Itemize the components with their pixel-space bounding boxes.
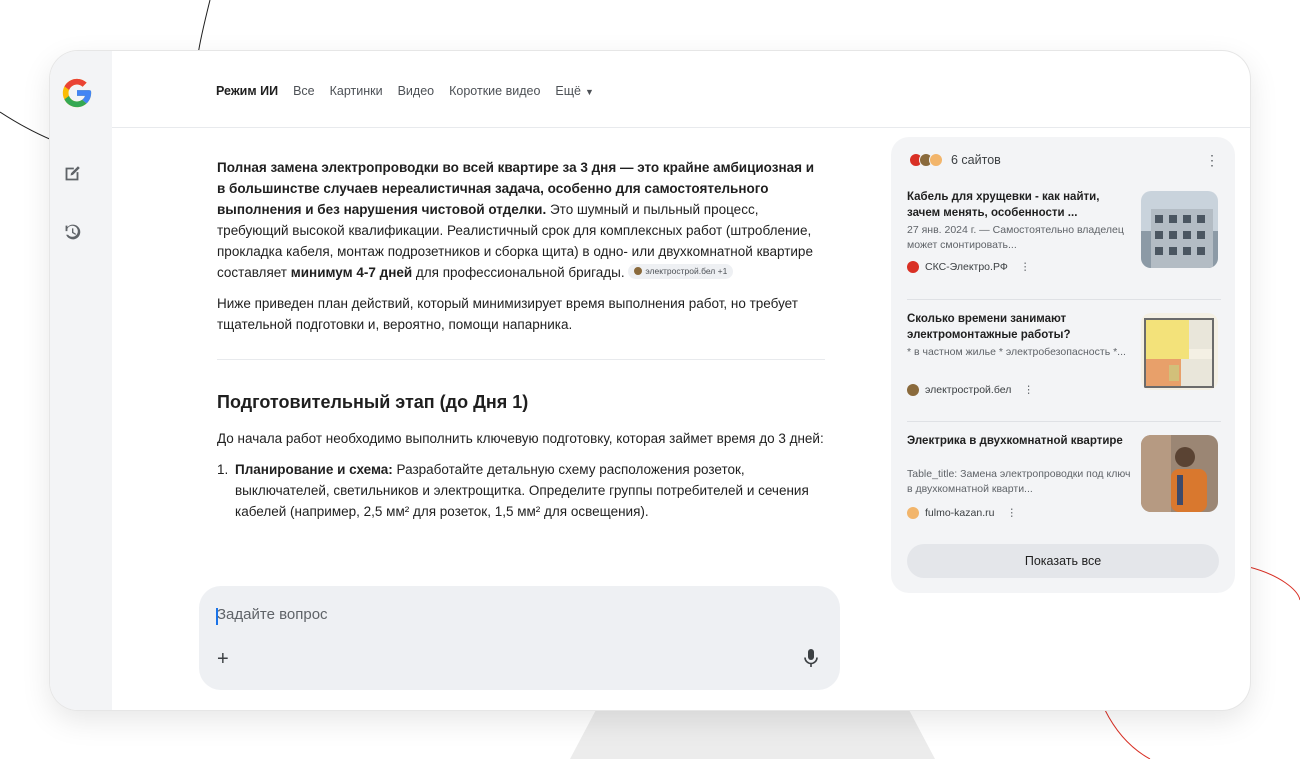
- answer-prep-paragraph: До начала работ необходимо выполнить ключевую подготовку, которая займет время до 3 дней:: [217, 431, 824, 446]
- ai-answer: [217, 157, 825, 522]
- list-item-body: [235, 459, 825, 522]
- source-favicon-icon: [634, 267, 642, 275]
- source-card-snippet: Table_title: Замена электропроводки под ключ в двухкомнатной кварти...: [907, 468, 1131, 495]
- floor-plan-image: [1141, 313, 1218, 390]
- section-heading: Подготовительный этап (до Дня 1): [217, 392, 529, 412]
- source-card-site: [907, 507, 1017, 519]
- text-cursor: [216, 608, 218, 625]
- microphone-icon[interactable]: [802, 648, 820, 670]
- source-card-thumbnail[interactable]: [1141, 191, 1218, 268]
- steps-list: [217, 459, 825, 522]
- more-options-icon[interactable]: ⋮: [1006, 507, 1017, 519]
- intro-text: Это шумный и пыльный процесс, требующий высокой квалификации. Реалистичный срок для комплексных работ (штробление, прокладка кабеля, монтаж подрозетников и сборка щита) в одно- или двухкомнатной квартире составляет: [217, 202, 813, 280]
- source-card-site-name: СКС-Электро.РФ: [925, 261, 1008, 273]
- intro-bold: Полная замена электропроводки во всей квартире за 3 дня — это крайне амбициозная и в большинстве случаев нереалистичная задача, особенно для самостоятельного выполнения и без нарушения чистовой отделки.: [217, 160, 815, 217]
- source-card-site: [907, 261, 1030, 273]
- edit-icon[interactable]: [61, 163, 83, 185]
- tab-short-videos[interactable]: Короткие видео: [449, 84, 541, 98]
- site-favicon-icon: [907, 384, 919, 396]
- ask-input[interactable]: [217, 606, 777, 623]
- sources-count: 6 сайтов: [951, 153, 1001, 167]
- tab-all[interactable]: Все: [293, 84, 315, 98]
- tab-images[interactable]: Картинки: [329, 84, 383, 98]
- site-favicon-icon: [907, 507, 919, 519]
- electrician-image: [1141, 435, 1218, 512]
- ask-box: [199, 586, 840, 690]
- intro-text-end: для профессиональной бригады.: [412, 265, 629, 280]
- citation-chip[interactable]: [628, 264, 733, 279]
- list-item-text: Разработайте детальную схему расположения розеток, выключателей, светильников и электрощитка. Определите группы потребителей и сечения кабелей (например, 2,5 мм² для розеток, 1,5 мм² для освещения).: [235, 462, 809, 519]
- browser-window: [50, 51, 1250, 710]
- sources-panel: [891, 137, 1235, 593]
- section-divider: [217, 359, 825, 360]
- citation-label: электрострой.бел +1: [645, 265, 728, 276]
- source-card-thumbnail[interactable]: [1141, 313, 1218, 390]
- source-card-title[interactable]: Сколько времени занимают электромонтажные работы?: [907, 313, 1071, 341]
- history-icon[interactable]: [61, 221, 83, 243]
- more-options-icon[interactable]: ⋮: [1205, 152, 1219, 168]
- show-all-button[interactable]: Показать все: [907, 544, 1219, 578]
- card-divider: [907, 421, 1221, 422]
- sources-header: [909, 153, 1001, 167]
- source-card-site-name: fulmo-kazan.ru: [925, 507, 995, 519]
- building-image: [1141, 191, 1218, 268]
- intro-bold-duration: минимум 4-7 дней: [290, 265, 413, 280]
- search-tabs: [216, 84, 609, 98]
- answer-plan-paragraph: Ниже приведен план действий, который минимизирует время выполнения работ, но требует тщательной подготовки и, вероятно, помощи напарника.: [217, 296, 798, 332]
- list-item-number: 1.: [217, 462, 229, 477]
- list-item: [217, 459, 825, 522]
- tab-ai-mode[interactable]: Режим ИИ: [216, 84, 279, 98]
- more-options-icon[interactable]: ⋮: [1019, 261, 1031, 273]
- source-card-site-name: электрострой.бел: [925, 384, 1012, 396]
- source-card[interactable]: [907, 189, 1221, 289]
- list-item-bold: Планирование и схема:: [235, 462, 393, 477]
- more-options-icon[interactable]: ⋮: [1023, 384, 1034, 396]
- chevron-down-icon: ▼: [585, 87, 594, 97]
- plus-icon[interactable]: +: [217, 648, 229, 670]
- source-card-snippet: 27 янв. 2024 г. — Самостоятельно владелец может смонтировать...: [907, 224, 1124, 251]
- tab-more[interactable]: [555, 84, 594, 98]
- google-logo[interactable]: [60, 76, 94, 110]
- source-card-snippet: * в частном жилье * электробезопасность *...: [907, 346, 1126, 358]
- source-favicon-icon: [929, 153, 943, 167]
- tab-more-label: Ещё: [555, 84, 581, 98]
- card-divider: [907, 299, 1221, 300]
- left-rail: [50, 51, 112, 710]
- source-card[interactable]: [907, 311, 1221, 411]
- top-navigation: [112, 51, 1250, 128]
- source-card-thumbnail[interactable]: [1141, 435, 1218, 512]
- answer-intro: [217, 157, 825, 283]
- source-card-title[interactable]: Кабель для хрущевки - как найти, зачем менять, особенности ...: [907, 191, 1100, 219]
- source-card-site: [907, 384, 1034, 396]
- source-card[interactable]: [907, 433, 1221, 533]
- source-card-title[interactable]: Электрика в двухкомнатной квартире: [907, 435, 1123, 447]
- source-favicons: [909, 153, 939, 167]
- tab-videos[interactable]: Видео: [397, 84, 435, 98]
- site-favicon-icon: [907, 261, 919, 273]
